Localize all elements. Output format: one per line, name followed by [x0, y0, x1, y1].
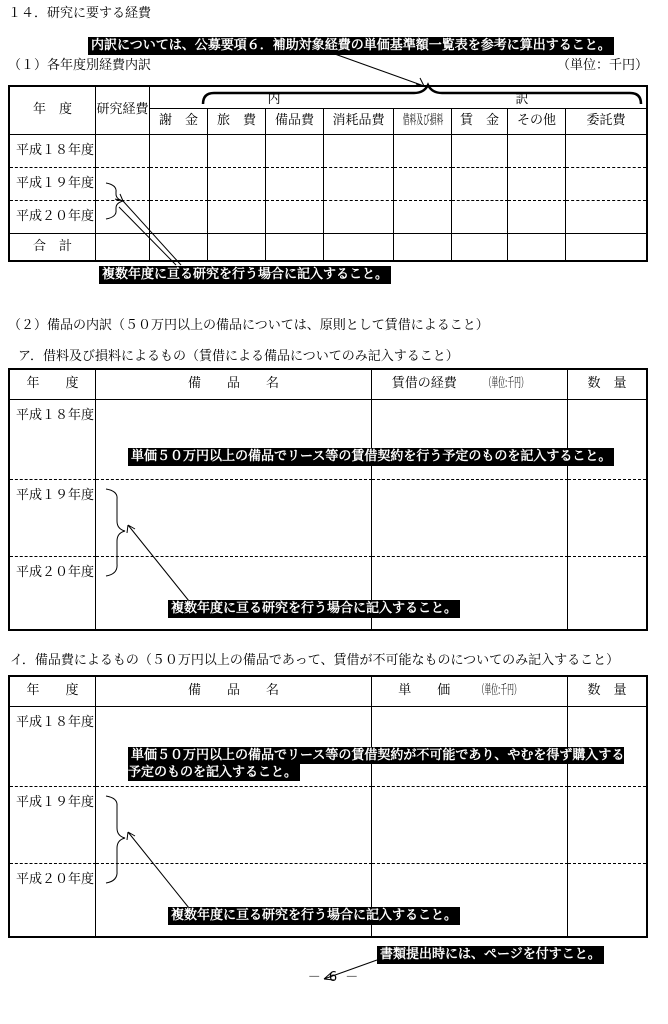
section1-heading: （１）各年度別経費内訳 — [8, 58, 152, 73]
col-header-reward: 謝 金 — [150, 109, 208, 135]
cell-empty — [566, 168, 646, 201]
row-label-h18: 平成１８年度 — [10, 400, 96, 480]
cell-empty — [96, 787, 372, 864]
cell-empty — [208, 201, 266, 234]
col-header-consumables: 消耗品費 — [324, 109, 394, 135]
cell-empty — [566, 135, 646, 168]
cell-empty — [394, 135, 452, 168]
cell-empty — [372, 787, 568, 864]
col-header-year: 年 度 — [10, 677, 96, 707]
cell-empty — [568, 864, 646, 936]
cell-empty — [208, 234, 266, 260]
unit-price-unit: （単位:千円） — [478, 683, 521, 699]
cell-empty — [208, 168, 266, 201]
cell-empty — [568, 480, 646, 557]
note-multi-year-3: 複数年度に亘る研究を行う場合に記入すること。 — [168, 907, 460, 925]
row-label-h18: 平成１８年度 — [10, 707, 96, 787]
cell-empty — [568, 557, 646, 629]
cell-empty — [568, 400, 646, 480]
cell-empty — [394, 201, 452, 234]
cell-empty — [96, 168, 150, 201]
purchase-equipment-table — [8, 675, 648, 938]
cell-empty — [96, 480, 372, 557]
cell-empty — [394, 234, 452, 260]
note-page-footer: 書類提出時には、ページを付すこと。 — [377, 946, 604, 964]
cell-empty — [508, 234, 566, 260]
row-label-h19: 平成１９年度 — [10, 480, 96, 557]
row-label-h18: 平成１８年度 — [10, 135, 96, 168]
col-header-year: 年 度 — [10, 87, 96, 135]
cell-empty — [150, 135, 208, 168]
col-header-other: その他 — [508, 109, 566, 135]
sub-a-heading: ア．借料及び損料によるもの（賃借による備品についてのみ記入すること） — [18, 349, 459, 364]
cell-empty — [372, 480, 568, 557]
cell-empty — [508, 135, 566, 168]
col-header-item-name: 備 品 名 — [96, 370, 372, 400]
col-header-rental: 借料及び損料 — [394, 109, 452, 135]
cell-empty — [324, 201, 394, 234]
cell-empty — [324, 168, 394, 201]
cell-empty — [452, 168, 508, 201]
row-label-h19: 平成１９年度 — [10, 168, 96, 201]
cell-empty — [150, 234, 208, 260]
cell-empty — [452, 135, 508, 168]
col-header-quantity: 数 量 — [568, 677, 646, 707]
cell-empty — [266, 135, 324, 168]
rental-cost-label: 賃借の経費 — [391, 376, 457, 392]
col-header-quantity: 数 量 — [568, 370, 646, 400]
cell-empty — [266, 168, 324, 201]
cell-empty — [566, 201, 646, 234]
cell-empty — [452, 234, 508, 260]
row-label-h20: 平成２０年度 — [10, 557, 96, 629]
sub-i-heading: イ．備品費によるもの（５０万円以上の備品であって、賃借が不可能なものについてのみ記入すること） — [10, 653, 620, 668]
annual-expense-table — [8, 85, 648, 262]
note-multi-year-2: 複数年度に亘る研究を行う場合に記入すること。 — [168, 600, 460, 618]
col-header-travel: 旅 費 — [208, 109, 266, 135]
rental-cost-unit: （単位:千円） — [484, 376, 528, 392]
col-header-unit-price — [372, 677, 568, 707]
col-header-research-expense: 研究経費 — [96, 87, 150, 135]
cell-empty — [208, 135, 266, 168]
cell-empty — [508, 201, 566, 234]
cell-empty — [96, 135, 150, 168]
page-title: １４．研究に要する経費 — [8, 6, 152, 21]
row-label-h19: 平成１９年度 — [10, 787, 96, 864]
note-multi-year-1: 複数年度に亘る研究を行う場合に記入すること。 — [99, 266, 391, 284]
row-label-h20: 平成２０年度 — [10, 201, 96, 234]
col-header-item-name: 備 品 名 — [96, 677, 372, 707]
row-label-total: 合 計 — [10, 234, 96, 260]
col-header-outsourcing: 委託費 — [566, 109, 646, 135]
cell-empty — [394, 168, 452, 201]
col-header-breakdown — [150, 87, 646, 109]
cell-empty — [452, 201, 508, 234]
row-label-h20: 平成２０年度 — [10, 864, 96, 936]
col-header-equipment: 備品費 — [266, 109, 324, 135]
breakdown-note-arrow — [332, 53, 424, 86]
cell-empty — [508, 168, 566, 201]
cell-empty — [568, 787, 646, 864]
cell-empty — [96, 234, 150, 260]
cell-empty — [150, 201, 208, 234]
cell-empty — [324, 135, 394, 168]
cell-empty — [266, 201, 324, 234]
cell-empty — [96, 201, 150, 234]
unit-label: （単位：千円） — [556, 58, 648, 73]
breakdown-label-right: 訳 — [515, 91, 529, 107]
cell-empty — [372, 400, 568, 480]
page-number: － 6 － — [307, 970, 361, 985]
section2-heading: （２）備品の内訳（５０万円以上の備品については、原則として賃借によること） — [8, 318, 489, 333]
col-header-wages: 賃 金 — [452, 109, 508, 135]
cell-empty — [96, 400, 372, 480]
col-header-rental-cost — [372, 370, 568, 400]
note-purchase-plan: 単価５０万円以上の備品でリース等の賃借契約が不可能であり、やむを得ず購入する予定のものを記入すること。 — [128, 748, 625, 781]
note-lease-plan: 単価５０万円以上の備品でリース等の賃借契約を行う予定のものを記入すること。 — [128, 448, 614, 466]
note-breakdown: 内訳については、公募要項６．補助対象経費の単価基準額一覧表を参考に算出すること。 — [88, 37, 614, 55]
cell-empty — [150, 168, 208, 201]
cell-empty — [324, 234, 394, 260]
cell-empty — [566, 234, 646, 260]
unit-price-label: 単 価 — [398, 683, 451, 699]
rental-equipment-table — [8, 368, 648, 631]
breakdown-label-left: 内 — [267, 91, 281, 107]
cell-empty — [266, 234, 324, 260]
col-header-year: 年 度 — [10, 370, 96, 400]
